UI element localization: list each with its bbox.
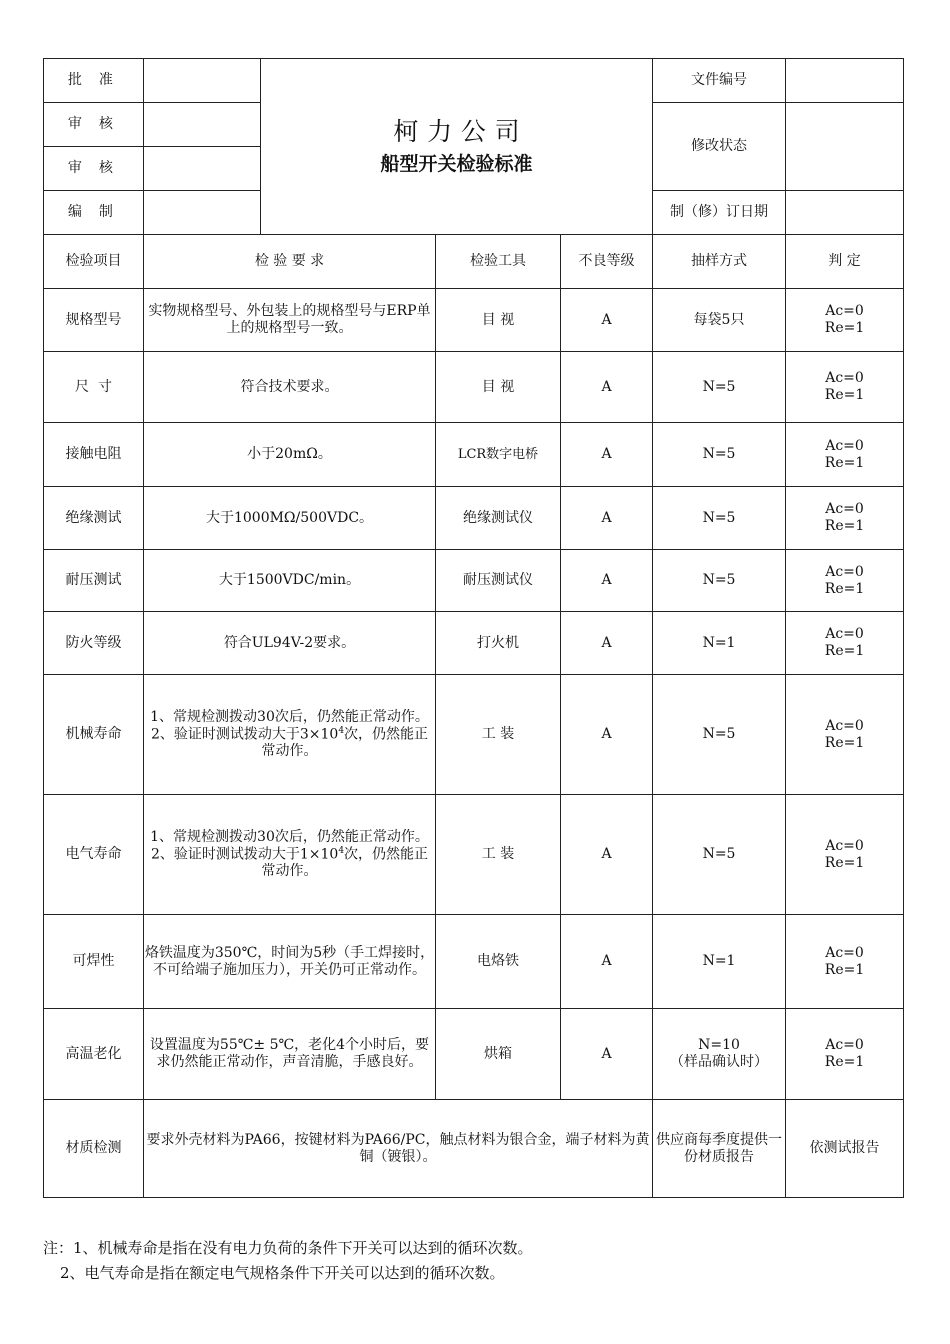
tool-cell: 耐压测试仪 [436,550,561,612]
review2-label: 审 核 [44,147,144,191]
reject-number: Re=1 [824,518,865,534]
judge-cell [786,795,904,915]
requirement-line-2: 2、验证时测试拨动大于$3\times 10^4$次，仍然能正常动作。 [150,725,429,760]
prepare-value [144,191,261,235]
judge-cell: 依测试报告 [786,1100,904,1198]
sampling-cell: N=1 [653,915,786,1009]
accept-number: Ac=0 [825,501,864,518]
reject-number: Re=1 [824,854,865,871]
grade-cell: A [561,550,653,612]
grade-cell: A [561,289,653,352]
item-cell: 高温老化 [44,1009,144,1100]
tool-cell: LCR数字电桥 [436,423,561,487]
sampling-note: （样品确认时） [670,1054,769,1070]
review2-value [144,147,261,191]
table-row [44,915,904,1009]
table-row [44,487,904,550]
approve-label: 批 准 [44,59,144,103]
reject-number: Re=1 [824,961,865,978]
revision-status-value [786,103,904,191]
judge-cell [786,915,904,1009]
requirement-cell: 实物规格型号、外包装上的规格型号与ERP单上的规格型号一致。 [144,289,436,352]
sampling-cell: N=1 [653,612,786,675]
sampling-cell: N=5 [653,795,786,915]
reject-number: Re=1 [824,320,865,336]
table-row [44,1100,904,1198]
judge-cell [786,487,904,550]
requirement-cell: 要求外壳材料为PA66，按键材料为PA66/PC，触点材料为银合金，端子材料为黄铜（镀银）。 [144,1100,653,1198]
note-2: 2、电气寿命是指在额定电气规格条件下开关可以达到的循环次数。 [60,1264,505,1282]
sampling-cell: N=5 [653,550,786,612]
accept-number: Ac=0 [825,303,864,320]
table-row [44,1009,904,1100]
table-row [44,675,904,795]
judge-cell [786,289,904,352]
accept-number: Ac=0 [825,944,864,961]
reject-number: Re=1 [824,387,865,403]
prepare-label: 编 制 [44,191,144,235]
tool-cell: 目 视 [436,289,561,352]
judge-cell [786,423,904,487]
item-cell: 接触电阻 [44,423,144,487]
approve-value [144,59,261,103]
tool-cell: 电烙铁 [436,915,561,1009]
footnotes [43,1236,533,1286]
accept-number: Ac=0 [825,563,864,580]
judge-cell [786,675,904,795]
tool-cell: 打火机 [436,612,561,675]
accept-number: Ac=0 [825,717,864,734]
table-row [44,612,904,675]
tool-cell: 目 视 [436,352,561,423]
item-cell: 材质检测 [44,1100,144,1198]
note-1: 注：1、机械寿命是指在没有电力负荷的条件下开关可以达到的循环次数。 [43,1239,533,1257]
review1-value [144,103,261,147]
column-header-row [44,235,904,289]
table-row [44,795,904,915]
tool-cell: 烘箱 [436,1009,561,1100]
requirement-cell: 符合技术要求。 [144,352,436,423]
accept-number: Ac=0 [825,437,864,454]
reject-number: Re=1 [824,643,865,659]
tool-cell: 工 装 [436,795,561,915]
grade-cell: A [561,352,653,423]
col-grade: 不良等级 [561,235,653,289]
item-cell: 尺 寸 [44,352,144,423]
header-row-approve [44,59,904,103]
reject-number: Re=1 [824,580,865,597]
sampling-cell: N=5 [653,487,786,550]
col-tool: 检验工具 [436,235,561,289]
col-requirement: 检 验 要 求 [144,235,436,289]
inspection-standard-table [43,58,904,1198]
item-cell: 防火等级 [44,612,144,675]
grade-cell: A [561,612,653,675]
document-title: 船型开关检验标准 [380,153,533,176]
sampling-cell: N=5 [653,423,786,487]
sampling-cell: N=5 [653,352,786,423]
requirement-line-1: 1、常规检测拨动30次后，仍然能正常动作。 [150,708,429,725]
requirement-cell: 小于20mΩ。 [144,423,436,487]
requirement-cell: 大于1000MΩ/500VDC。 [144,487,436,550]
item-cell: 耐压测试 [44,550,144,612]
grade-cell: A [561,795,653,915]
sampling-size: N=10 [698,1037,740,1054]
requirement-cell: 烙铁温度为350℃，时间为5秒（手工焊接时，不可给端子施加压力），开关仍可正常动作。 [144,915,436,1009]
judge-cell [786,612,904,675]
tool-cell: 绝缘测试仪 [436,487,561,550]
requirement-cell: 符合UL94V-2要求。 [144,612,436,675]
table-row [44,423,904,487]
judge-cell [786,550,904,612]
revision-date-value [786,191,904,235]
file-number-value [786,59,904,103]
item-cell: 绝缘测试 [44,487,144,550]
requirement-line-2: 2、验证时测试拨动大于$1\times 10^4$次，仍然能正常动作。 [150,845,429,880]
requirement-cell: 大于1500VDC/min。 [144,550,436,612]
sampling-cell: 每袋5只 [653,289,786,352]
requirement-line-1: 1、常规检测拨动30次后，仍然能正常动作。 [150,828,429,845]
title-block [261,59,653,235]
grade-cell: A [561,1009,653,1100]
item-cell: 电气寿命 [44,795,144,915]
table-row [44,550,904,612]
requirement-cell [144,675,436,795]
reject-number: Re=1 [824,1054,865,1070]
grade-cell: A [561,915,653,1009]
tool-cell: 工 装 [436,675,561,795]
requirement-cell [144,795,436,915]
accept-number: Ac=0 [825,370,864,387]
grade-cell: A [561,487,653,550]
review1-label: 审 核 [44,103,144,147]
table-row [44,289,904,352]
reject-number: Re=1 [824,734,865,751]
requirement-cell: 设置温度为55℃± 5℃，老化4个小时后，要求仍然能正常动作，声音清脆，手感良好。 [144,1009,436,1100]
col-item: 检验项目 [44,235,144,289]
reject-number: Re=1 [824,454,865,471]
judge-cell [786,1009,904,1100]
accept-number: Ac=0 [825,1037,864,1054]
item-cell: 规格型号 [44,289,144,352]
revision-status-label: 修改状态 [653,103,786,191]
grade-cell: A [561,423,653,487]
file-number-label: 文件编号 [653,59,786,103]
sampling-cell: N=5 [653,675,786,795]
accept-number: Ac=0 [825,837,864,854]
grade-cell: A [561,675,653,795]
company-name: 柯力公司 [393,117,529,147]
col-sampling: 抽样方式 [653,235,786,289]
revision-date-label: 制（修）订日期 [653,191,786,235]
table-row [44,352,904,423]
item-cell: 可焊性 [44,915,144,1009]
col-judge: 判 定 [786,235,904,289]
item-cell: 机械寿命 [44,675,144,795]
sampling-cell [653,1009,786,1100]
judge-cell [786,352,904,423]
accept-number: Ac=0 [825,626,864,643]
sampling-cell: 供应商每季度提供一份材质报告 [653,1100,786,1198]
